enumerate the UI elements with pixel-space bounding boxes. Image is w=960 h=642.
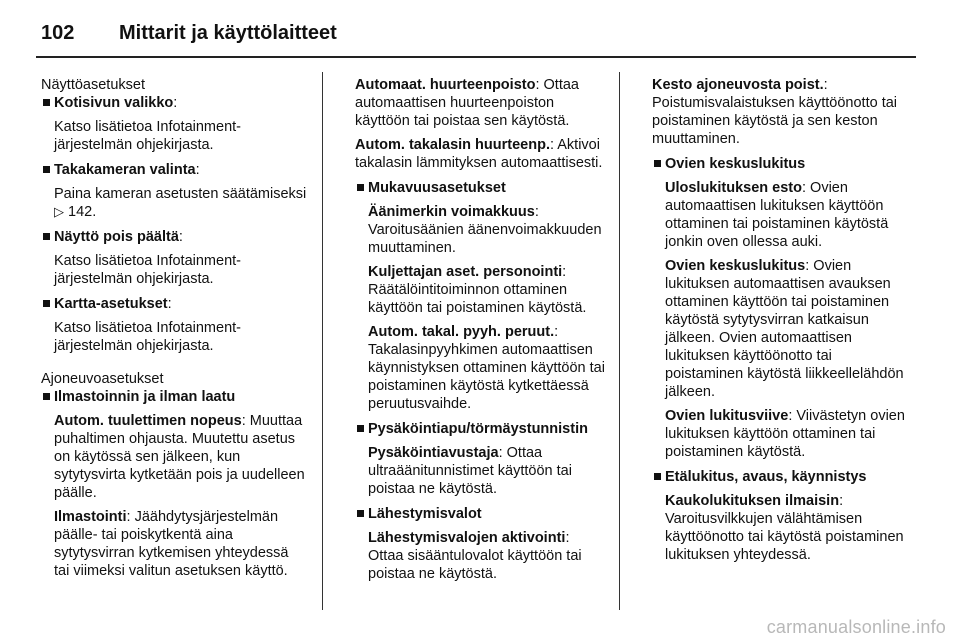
page-ref-arrow-icon: ▷	[54, 204, 64, 219]
paragraph: Autom. takalasin huurteenp.: Aktivoi takalasin lämmityksen automaattisesti.	[355, 137, 603, 171]
list-item	[355, 420, 605, 498]
item-text: Ilmastointi: Jäähdytysjärjestelmän päälle- tai poiskytkentä aina sytytysvirran kytkemisen yhteydessä tai viimeksi valitun asetuksen käyttö.	[54, 509, 289, 579]
item-title: Kartta-asetukset	[54, 296, 168, 312]
item-text: Kaukolukituksen ilmaisin: Varoitusvilkkujen välähtämisen käyttöönotto tai käytöstä poistaminen lukituksen yhteydessä.	[665, 493, 904, 563]
item-text: Katso lisätietoa Infotainment-järjestelmän ohjekirjasta.	[54, 320, 241, 354]
list-item	[355, 505, 605, 583]
item-title: Mukavuusasetukset	[368, 180, 506, 196]
page-number: 102	[41, 22, 75, 44]
item-text: Ovien keskuslukitus: Ovien lukituksen automaattisen avauksen ottaminen käyttöön tai poistaminen käytöstä sytytysvirran katkaisun jälkeen. Ovien automaattisen lukituksen käyttöönotto tai poistaminen käytöstä liikkeellelähdön jälkeen.	[665, 258, 904, 400]
bullet-icon	[357, 510, 364, 517]
item-text: Kuljettajan aset. personointi: Räätälöintitoiminnon ottaminen käyttöön tai poistaminen käytöstä.	[368, 264, 587, 316]
item-title: Näyttö pois päältä	[54, 229, 179, 245]
item-text: Autom. tuulettimen nopeus: Muuttaa puhaltimen ohjausta. Muutettu asetus on käytössä sen jälkeen, kun sytytysvirta kytketään pois ja uudelleen päälle.	[54, 413, 305, 501]
item-text: Paina kameran asetusten säätämiseksi ▷ 142.	[54, 186, 307, 220]
bullet-icon	[43, 233, 50, 240]
list-item: Kotisivun valikko: Katso lisätietoa Infotainment-järjestelmän ohjekirjasta.	[41, 94, 307, 154]
item-text: Katso lisätietoa Infotainment-järjestelmän ohjekirjasta.	[54, 119, 241, 153]
list-item: Kartta-asetukset: Katso lisätietoa Infotainment-järjestelmän ohjekirjasta.	[41, 295, 307, 355]
list-item	[41, 388, 307, 580]
page-title: Mittarit ja käyttölaitteet	[119, 22, 337, 44]
column-divider	[322, 72, 323, 610]
bullet-icon	[43, 393, 50, 400]
list-item: Näyttö pois päältä: Katso lisätietoa Infotainment-järjestelmän ohjekirjasta.	[41, 228, 307, 288]
item-title: Kotisivun valikko	[54, 95, 174, 111]
item-text: Ovien lukitusviive: Viivästetyn ovien lukituksen käyttöön ottaminen tai poistaminen käytöstä.	[665, 408, 905, 460]
list-item	[355, 179, 605, 413]
item-title: Pysäköintiapu/törmäystunnistin	[368, 421, 588, 437]
item-title: Lähestymisvalot	[368, 506, 482, 522]
bullet-icon	[43, 166, 50, 173]
bullet-icon	[654, 160, 661, 167]
item-title: Ilmastoinnin ja ilman laatu	[54, 389, 236, 405]
item-text: Katso lisätietoa Infotainment-järjestelmän ohjekirjasta.	[54, 253, 241, 287]
page-ref[interactable]: 142.	[68, 204, 97, 220]
paragraph: Automaat. huurteenpoisto: Ottaa automaattisen huurteenpoiston käyttöön tai poistaa sen käytöstä.	[355, 77, 579, 129]
column-2	[355, 76, 605, 583]
item-text: Pysäköintiavustaja: Ottaa ultraäänitunnistimet käyttöön tai poistaa ne käytöstä.	[368, 445, 572, 497]
bullet-icon	[654, 473, 661, 480]
list-item: Takakameran valinta: Paina kameran asetusten säätämiseksi ▷ 142.	[41, 161, 307, 221]
list-item	[652, 468, 907, 564]
item-text: Lähestymisvalojen aktivointi: Ottaa sisääntulovalot käyttöön tai poistaa ne käytöstä.	[368, 530, 582, 582]
item-text: Äänimerkin voimakkuus: Varoitusäänien äänenvoimakkuuden muuttaminen.	[368, 204, 602, 256]
list-item	[652, 155, 907, 461]
item-title: Etälukitus, avaus, käynnistys	[665, 469, 867, 485]
item-text: Uloslukituksen esto: Ovien automaattisen lukituksen käyttöön ottaminen tai poistaminen käytöstä jonkin oven ollessa auki.	[665, 180, 889, 250]
bullet-icon	[357, 425, 364, 432]
column-1	[41, 76, 307, 580]
section-heading: Ajoneuvoasetukset	[41, 371, 164, 387]
section-heading: Näyttöasetukset	[41, 77, 145, 93]
column-3	[652, 76, 907, 564]
header-rule	[36, 56, 916, 58]
item-title: Ovien keskuslukitus	[665, 156, 806, 172]
bullet-icon	[43, 300, 50, 307]
watermark: carmanualsonline.info	[766, 617, 946, 637]
bullet-icon	[357, 184, 364, 191]
bullet-icon	[43, 99, 50, 106]
item-title: Takakameran valinta	[54, 162, 196, 178]
item-text: Autom. takal. pyyh. peruut.: Takalasinpyyhkimen automaattisen käynnistyksen ottaminen käyttöön tai poistaminen käytöstä kytkettäessä peruutusvaihde.	[368, 324, 605, 412]
paragraph: Kesto ajoneuvosta poist.: Poistumisvalaistuksen käyttöönotto tai poistaminen käytöstä ja sen keston muuttaminen.	[652, 77, 898, 147]
column-divider	[619, 72, 620, 610]
